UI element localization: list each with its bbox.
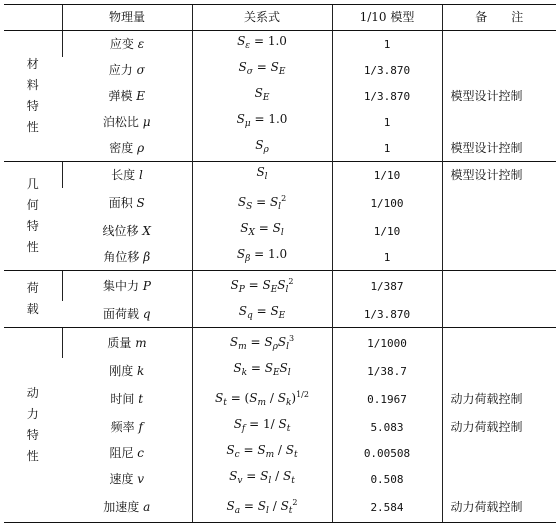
model-ratio-cell: 1/3.870 (332, 301, 442, 328)
quantity-cell (62, 466, 192, 492)
quantity-cell (62, 358, 192, 384)
model-ratio-cell: 1 (332, 109, 442, 135)
remark-cell (442, 244, 556, 271)
relation-cell: $S_c = S_m / S_t$ (192, 440, 332, 466)
remark-cell (442, 301, 556, 328)
relation-cell: $S_\mu = 1.0$ (192, 109, 332, 135)
quantity-cell (62, 492, 192, 523)
model-ratio-cell: 1/3.870 (332, 83, 442, 109)
quantity-cell (62, 162, 192, 189)
quantity-name: 频率 (110, 419, 135, 434)
table-row (4, 57, 556, 83)
relation-cell: $S_\varepsilon = 1.0$ (192, 31, 332, 58)
quantity-symbol: X (142, 223, 151, 238)
relation-cell: $S_m = S_\rho S_l^3$ (192, 328, 332, 359)
group-label-char: 特 (26, 428, 39, 442)
model-ratio-cell: 0.1967 (332, 384, 442, 414)
quantity-cell (62, 328, 192, 359)
remark-cell: 动力荷载控制 (442, 384, 556, 414)
table-row (4, 83, 556, 109)
quantity-name: 加速度 (103, 499, 140, 514)
quantity-symbol: v (137, 471, 145, 486)
quantity-name: 时间 (110, 391, 135, 406)
table-row (4, 109, 556, 135)
table-row (4, 188, 556, 218)
header-category (4, 5, 62, 31)
group-label-char: 何 (26, 198, 39, 212)
table-row (4, 31, 556, 58)
relation-cell: $S_S = S_l^2$ (192, 188, 332, 218)
model-ratio-cell: 1 (332, 244, 442, 271)
table-row (4, 301, 556, 328)
quantity-name: 阻尼 (109, 445, 134, 460)
model-ratio-cell: 5.083 (332, 414, 442, 440)
quantity-name: 泊松比 (102, 114, 139, 129)
relation-cell: $S_\sigma = S_E$ (192, 57, 332, 83)
model-ratio-cell: 1/387 (332, 271, 442, 302)
quantity-name: 长度 (111, 167, 136, 182)
model-ratio-cell: 1/10 (332, 218, 442, 244)
quantity-cell (62, 188, 192, 218)
relation-cell: $S_k = S_ES_l$ (192, 358, 332, 384)
remark-cell (442, 358, 556, 384)
quantity-cell (62, 301, 192, 328)
quantity-symbol: μ (142, 114, 151, 129)
quantity-cell (62, 83, 192, 109)
quantity-symbol: k (137, 363, 145, 378)
group-label-char: 性 (26, 240, 39, 254)
remark-cell (442, 271, 556, 302)
quantity-symbol: ε (137, 36, 145, 51)
remark-cell (442, 57, 556, 83)
quantity-cell (62, 414, 192, 440)
table-row (4, 218, 556, 244)
quantity-cell (62, 440, 192, 466)
quantity-cell (62, 109, 192, 135)
quantity-symbol: β (143, 249, 151, 264)
header-row (4, 5, 556, 31)
remark-cell (442, 466, 556, 492)
header-physical-quantity: 物理量 (62, 5, 192, 31)
remark-cell (442, 109, 556, 135)
quantity-name: 质量 (107, 335, 132, 350)
header-remark: 备 注 (442, 5, 556, 31)
header-model-ratio: 1/10 模型 (332, 5, 442, 31)
table-row (4, 440, 556, 466)
remark-cell (442, 188, 556, 218)
quantity-symbol: l (139, 167, 143, 182)
group-label (4, 328, 62, 523)
table-row (4, 271, 556, 302)
relation-cell: $S_\beta = 1.0$ (192, 244, 332, 271)
quantity-cell (62, 271, 192, 302)
model-ratio-cell: 1 (332, 31, 442, 58)
group-label-char: 料 (26, 78, 39, 92)
group-label (4, 31, 62, 162)
remark-cell: 模型设计控制 (442, 162, 556, 189)
table-row (4, 328, 556, 359)
table-row (4, 162, 556, 189)
relation-cell: $S_a = S_l / S_t^2$ (192, 492, 332, 523)
table-row (4, 135, 556, 162)
quantity-name: 应变 (109, 36, 134, 51)
quantity-name: 集中力 (103, 278, 140, 293)
quantity-symbol: a (143, 499, 151, 514)
model-ratio-cell: 1 (332, 135, 442, 162)
remark-cell: 动力荷载控制 (442, 492, 556, 523)
table-row (4, 384, 556, 414)
remark-cell: 模型设计控制 (442, 135, 556, 162)
model-ratio-cell: 0.00508 (332, 440, 442, 466)
quantity-symbol: c (137, 445, 145, 460)
table-row (4, 358, 556, 384)
relation-cell: $S_v = S_l / S_t$ (192, 466, 332, 492)
group-label-char: 性 (26, 449, 39, 463)
table-row (4, 466, 556, 492)
remark-cell (442, 218, 556, 244)
quantity-symbol: f (138, 419, 143, 434)
quantity-cell (62, 31, 192, 58)
quantity-cell (62, 135, 192, 162)
quantity-cell (62, 57, 192, 83)
quantity-name: 角位移 (103, 249, 140, 264)
model-ratio-cell: 1/10 (332, 162, 442, 189)
group-label (4, 271, 62, 328)
group-label-char: 几 (26, 177, 39, 191)
quantity-cell (62, 218, 192, 244)
quantity-symbol: t (138, 391, 144, 406)
quantity-symbol: E (136, 88, 146, 103)
table-body (4, 31, 556, 523)
group-label (4, 162, 62, 271)
quantity-name: 面荷载 (102, 306, 139, 321)
quantity-symbol: P (142, 278, 151, 293)
table-header (4, 5, 556, 31)
group-label-char: 荷 (26, 281, 39, 295)
quantity-cell (62, 244, 192, 271)
group-label-char: 材 (26, 57, 39, 71)
group-label-char: 载 (26, 302, 39, 316)
model-ratio-cell: 1/1000 (332, 328, 442, 359)
remark-cell (442, 440, 556, 466)
quantity-symbol: σ (136, 62, 145, 77)
relation-cell: $S_q = S_E$ (192, 301, 332, 328)
group-label-char: 动 (26, 386, 39, 400)
similitude-table (4, 4, 556, 523)
quantity-name: 线位移 (102, 223, 139, 238)
header-relation: 关系式 (192, 5, 332, 31)
remark-cell (442, 31, 556, 58)
relation-cell: $S_E$ (192, 83, 332, 109)
remark-cell: 动力荷载控制 (442, 414, 556, 440)
model-ratio-cell: 2.584 (332, 492, 442, 523)
quantity-symbol: S (136, 195, 145, 210)
quantity-symbol: q (142, 306, 151, 321)
relation-cell: $S_P = S_ES_l^2$ (192, 271, 332, 302)
quantity-name: 速度 (109, 471, 134, 486)
relation-cell: $S_f = 1/$ $S_t$ (192, 414, 332, 440)
relation-cell: $S_l$ (192, 162, 332, 189)
group-label-char: 力 (26, 407, 39, 421)
model-ratio-cell: 1/100 (332, 188, 442, 218)
group-label-char: 特 (26, 219, 39, 233)
model-ratio-cell: 0.508 (332, 466, 442, 492)
remark-cell: 模型设计控制 (442, 83, 556, 109)
quantity-cell (62, 384, 192, 414)
quantity-symbol: ρ (137, 140, 145, 155)
group-label-char: 性 (26, 120, 39, 134)
relation-cell: $S_\rho$ (192, 135, 332, 162)
table-row (4, 492, 556, 523)
quantity-name: 密度 (109, 140, 134, 155)
quantity-name: 弹模 (108, 88, 133, 103)
table-row (4, 244, 556, 271)
table-row (4, 414, 556, 440)
quantity-name: 应力 (108, 62, 133, 77)
model-ratio-cell: 1/3.870 (332, 57, 442, 83)
quantity-symbol: m (135, 335, 147, 350)
relation-cell: $S_X = S_l$ (192, 218, 332, 244)
quantity-name: 刚度 (109, 363, 134, 378)
quantity-name: 面积 (108, 195, 133, 210)
remark-cell (442, 328, 556, 359)
group-label-char: 特 (26, 99, 39, 113)
model-ratio-cell: 1/38.7 (332, 358, 442, 384)
relation-cell: $S_t = (S_m / S_k)^{1/2}$ (192, 384, 332, 414)
